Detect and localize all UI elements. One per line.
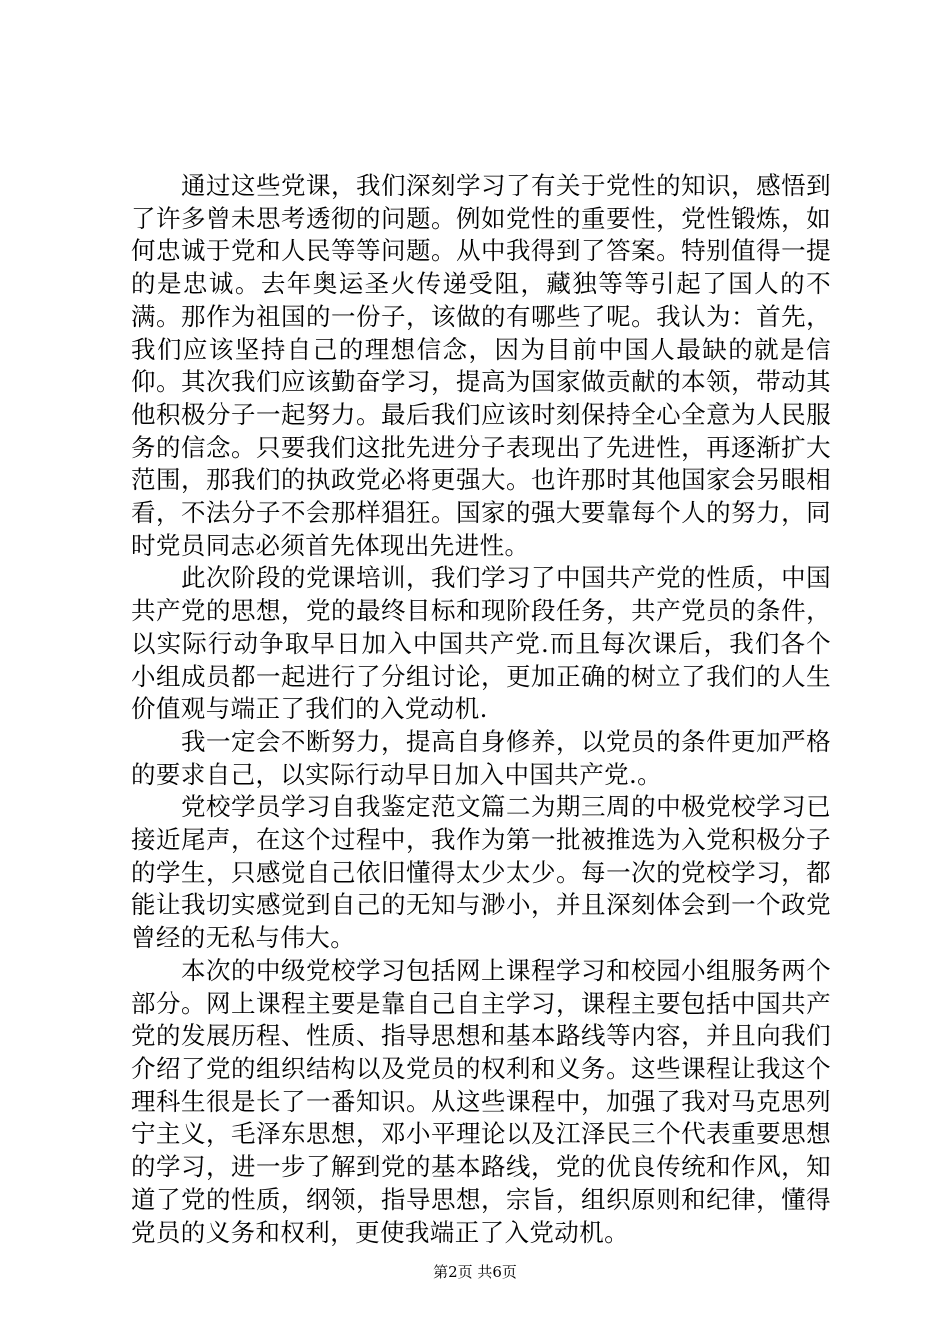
page-number-footer: 第2页 共6页 <box>433 1263 517 1281</box>
paragraph: 通过这些党课，我们深刻学习了有关于党性的知识，感悟到了许多曾未思考透彻的问题。例如党性的重要性，党性锻炼，如何忠诚于党和人民等等问题。从中我得到了答案。特别值得一提的是忠诚。去年奥运圣火传递受阻，藏独等等引起了国人的不满。那作为祖国的一份子，该做的有哪些了呢。我认为：首先，我们应该坚持自己的理想信念，因为目前中国人最缺的就是信仰。其次我们应该勤奋学习，提高为国家做贡献的本领，带动其他积极分子一起努力。最后我们应该时刻保持全心全意为人民服务的信念。只要我们这批先进分子表现出了先进性，再逐渐扩大范围，那我们的执政党必将更强大。也许那时其他国家会另眼相看，不法分子不会那样猖狂。国家的强大要靠每个人的努力，同时党员同志必须首先体现出先进性。 <box>131 171 831 560</box>
paragraph: 此次阶段的党课培训，我们学习了中国共产党的性质，中国共产党的思想，党的最终目标和现阶段任务，共产党员的条件，以实际行动争取早日加入中国共产党.而且每次课后，我们各个小组成员都一起进行了分组讨论，更加正确的树立了我们的人生价值观与端正了我们的入党动机. <box>131 563 831 724</box>
document-body <box>131 170 831 1249</box>
paragraph: 党校学员学习自我鉴定范文篇二为期三周的中极党校学习已接近尾声，在这个过程中，我作为第一批被推选为入党积极分子的学生，只感觉自己依旧懂得太少太少。每一次的党校学习，都能让我切实感觉到自己的无知与渺小，并且深刻体会到一个政党曾经的无私与伟大。 <box>131 792 831 953</box>
paragraph: 我一定会不断努力，提高自身修养，以党员的条件更加严格的要求自己，以实际行动早日加入中国共产党.。 <box>131 726 831 789</box>
paragraph: 本次的中级党校学习包括网上课程学习和校园小组服务两个部分。网上课程主要是靠自己自主学习，课程主要包括中国共产党的发展历程、性质、指导思想和基本路线等内容，并且向我们介绍了党的组织结构以及党员的权利和义务。这些课程让我这个理科生很是长了一番知识。从这些课程中，加强了我对马克思列宁主义，毛泽东思想，邓小平理论以及江泽民三个代表重要思想的学习，进一步了解到党的基本路线，党的优良传统和作风，知道了党的性质，纲领，指导思想，宗旨，组织原则和纪律，懂得党员的义务和权利，更使我端正了入党动机。 <box>131 955 831 1247</box>
